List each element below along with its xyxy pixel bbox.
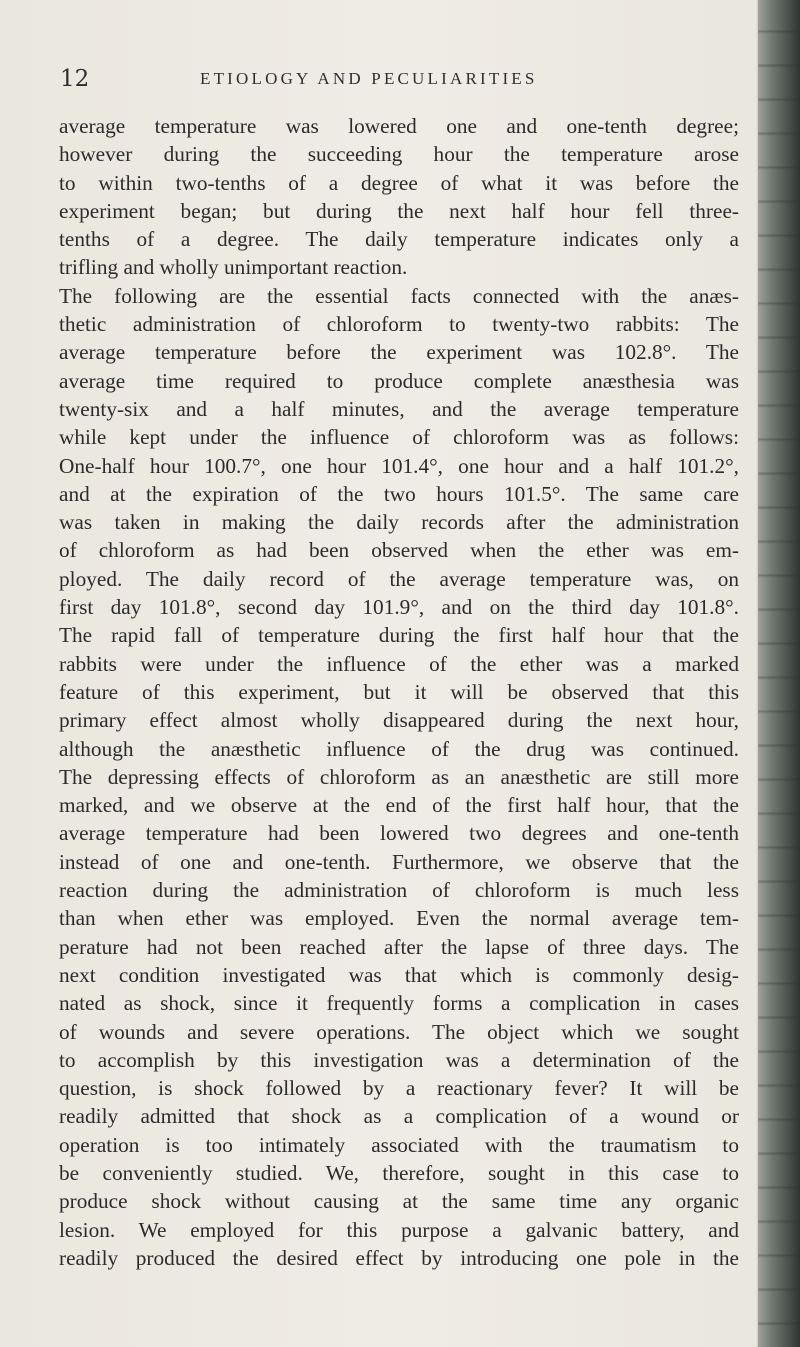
text-line: produce shock without causing at the same time any organic [59, 1189, 739, 1214]
text-line: ployed. The daily record of the average temperature was, on [59, 566, 739, 591]
body-text [59, 112, 739, 1272]
text-line: One-half hour 100.7°, one hour 101.4°, one hour and a half 101.2°, [59, 453, 739, 478]
text-line: readily admitted that shock as a complication of a wound or [59, 1104, 739, 1129]
text-line: and at the expiration of the two hours 101.5°. The same care [59, 481, 739, 506]
text-line: average temperature had been lowered two degrees and one-tenth [59, 821, 739, 846]
text-line: be conveniently studied. We, therefore, sought in this case to [59, 1160, 739, 1185]
book-spine-edge [758, 0, 800, 1347]
text-line: than when ether was employed. Even the normal average tem- [59, 906, 739, 931]
text-line: The rapid fall of temperature during the first half hour that the [59, 623, 739, 648]
text-line: rabbits were under the influence of the ether was a marked [59, 651, 739, 676]
text-line: next condition investigated was that which is commonly desig- [59, 962, 739, 987]
text-line: instead of one and one-tenth. Furthermore, we observe that the [59, 849, 739, 874]
text-line: question, is shock followed by a reactionary fever? It will be [59, 1076, 739, 1101]
text-line: to within two-tenths of a degree of what it was before the [59, 170, 739, 195]
page-number: 12 [60, 66, 90, 92]
text-line: thetic administration of chloroform to twenty-two rabbits: The [59, 312, 739, 337]
text-line: trifling and wholly unimportant reaction. [59, 255, 408, 280]
text-line: feature of this experiment, but it will be observed that this [59, 679, 739, 704]
text-line: twenty-six and a half minutes, and the average temperature [59, 396, 739, 421]
text-line: however during the succeeding hour the temperature arose [59, 142, 739, 167]
text-line: average temperature was lowered one and one-tenth degree; [59, 114, 739, 138]
text-line: operation is too intimately associated with the traumatism to [59, 1132, 739, 1157]
text-line: perature had not been reached after the lapse of three days. The [59, 934, 739, 959]
text-line: tenths of a degree. The daily temperature indicates only a [59, 227, 739, 252]
text-line: The following are the essential facts connected with the anæs- [59, 283, 739, 308]
text-line: to accomplish by this investigation was a determination of the [59, 1047, 739, 1072]
text-line: marked, and we observe at the end of the first half hour, that the [59, 793, 739, 818]
text-line: was taken in making the daily records after the administration [59, 510, 739, 535]
text-line: first day 101.8°, second day 101.9°, and on the third day 101.8°. [59, 595, 739, 620]
text-line: while kept under the influence of chloroform was as follows: [59, 425, 739, 450]
text-line: reaction during the administration of chloroform is much less [59, 878, 739, 903]
text-line: lesion. We employed for this purpose a galvanic battery, and [59, 1217, 739, 1242]
text-line: readily produced the desired effect by introducing one pole in the [59, 1245, 739, 1270]
text-line: nated as shock, since it frequently forms a complication in cases [59, 991, 739, 1016]
page-header [0, 66, 760, 96]
text-line: primary effect almost wholly disappeared during the next hour, [59, 708, 739, 733]
text-line: The depressing effects of chloroform as an anæsthetic are still more [59, 764, 739, 789]
text-line: of chloroform as had been observed when the ether was em- [59, 538, 739, 563]
text-line: of wounds and severe operations. The object which we sought [59, 1019, 739, 1044]
text-line: average temperature before the experiment was 102.8°. The [59, 340, 739, 365]
text-line: average time required to produce complete anæsthesia was [59, 368, 739, 393]
text-line: although the anæsthetic influence of the drug was continued. [59, 736, 739, 761]
text-line: experiment began; but during the next half hour fell three- [59, 198, 739, 223]
running-head: ETIOLOGY AND PECULIARITIES [200, 69, 538, 88]
